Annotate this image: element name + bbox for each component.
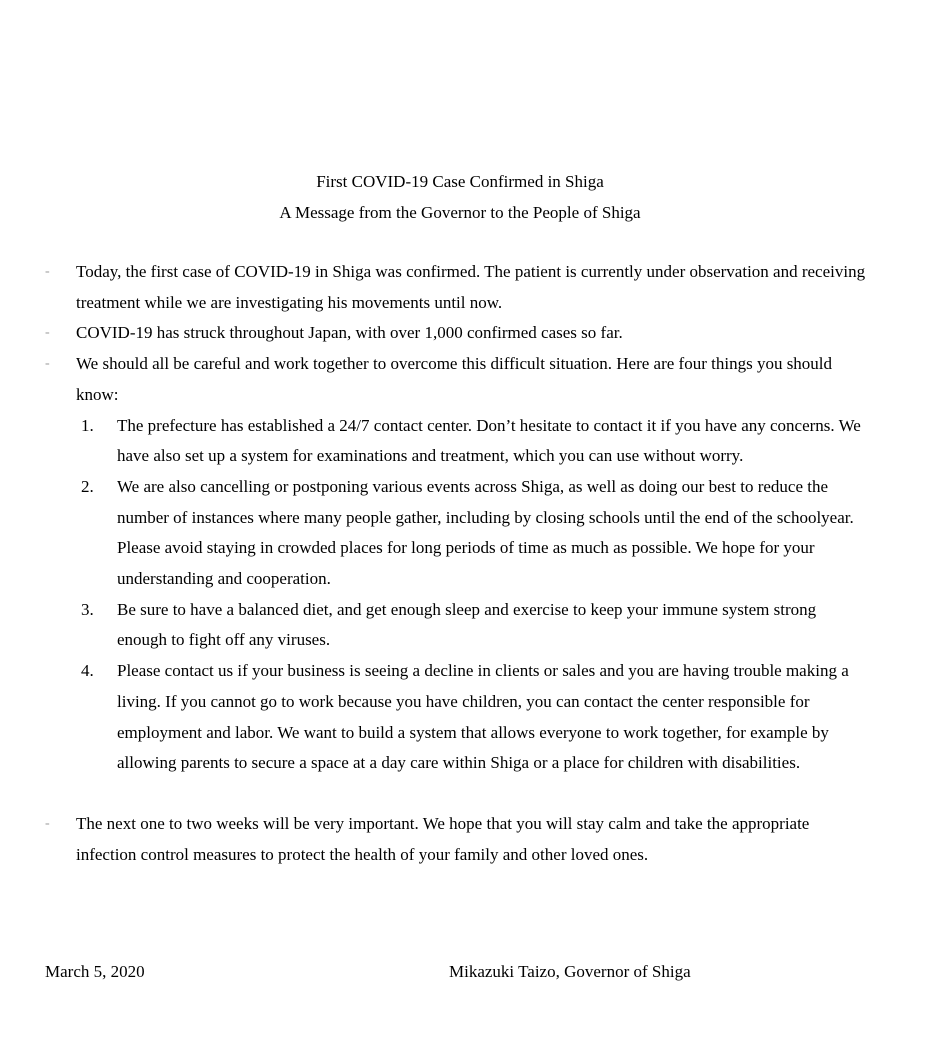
bullet-dash: - bbox=[45, 264, 50, 279]
bullet-dash: - bbox=[45, 325, 50, 341]
signature-line: Mikazuki Taizo, Governor of Shiga bbox=[449, 962, 691, 981]
item-text: The prefecture has established a 24/7 contact center. Don’t hesitate to contact it if you have any concerns. We have also set up a system for examinations and treatment, which you can use without worry. bbox=[117, 415, 861, 466]
bullet-text: We should all be careful and work together to overcome this difficult situation. Here are four things you should know: bbox=[76, 354, 833, 404]
document-subtitle: A Message from the Governor to the People of Shiga bbox=[279, 203, 641, 222]
numbered-list bbox=[0, 411, 927, 779]
bullet-item bbox=[0, 349, 866, 410]
item-number: 3. bbox=[81, 599, 94, 619]
bullet-item bbox=[0, 318, 866, 349]
bullet-item bbox=[0, 257, 866, 318]
bullet-dash: - bbox=[45, 815, 50, 831]
bullet-text: COVID-19 has struck throughout Japan, with over 1,000 confirmed cases so far. bbox=[76, 323, 623, 343]
bullet-dash: - bbox=[45, 356, 50, 372]
item-number: 4. bbox=[81, 661, 94, 681]
message-date: March 5, 2020 bbox=[45, 962, 145, 981]
document-title: First COVID-19 Case Confirmed in Shiga bbox=[316, 172, 604, 191]
numbered-item bbox=[0, 472, 865, 595]
closing-bullet bbox=[0, 809, 866, 870]
item-text: Be sure to have a balanced diet, and get enough sleep and exercise to keep your immune system strong enough to fight off any viruses. bbox=[117, 599, 817, 650]
paragraph-gap bbox=[0, 779, 927, 809]
item-number: 1. bbox=[81, 415, 94, 435]
item-text: Please contact us if your business is seeing a decline in clients or sales and you are having trouble making a living. If you cannot go to work because you have children, you can contact the center responsible for employment and labor. We want to build a system that allows everyone to work together, for example by allowing parents to secure a space at a day care within Shiga or a place for children with disabilities. bbox=[117, 661, 849, 773]
numbered-item bbox=[0, 595, 865, 656]
bullet-text: Today, the first case of COVID-19 in Shiga was confirmed. The patient is currently under observation and receiving treatment while we are investigating his movements until now. bbox=[76, 262, 866, 312]
title-block bbox=[0, 166, 920, 228]
numbered-item bbox=[0, 656, 865, 779]
closing-text: The next one to two weeks will be very important. We hope that you will stay calm and take the appropriate infection control measures to protect the health of your family and other loved ones. bbox=[76, 813, 810, 864]
numbered-item bbox=[0, 411, 865, 472]
item-number: 2. bbox=[81, 476, 94, 496]
message-body bbox=[0, 257, 927, 870]
item-text: We are also cancelling or postponing various events across Shiga, as well as doing our best to reduce the number of instances where many people gather, including by closing schools until the end of the schoolyear. Please avoid staying in crowded places for long periods of time as much as possible. We hope for your understanding and cooperation. bbox=[117, 476, 854, 589]
